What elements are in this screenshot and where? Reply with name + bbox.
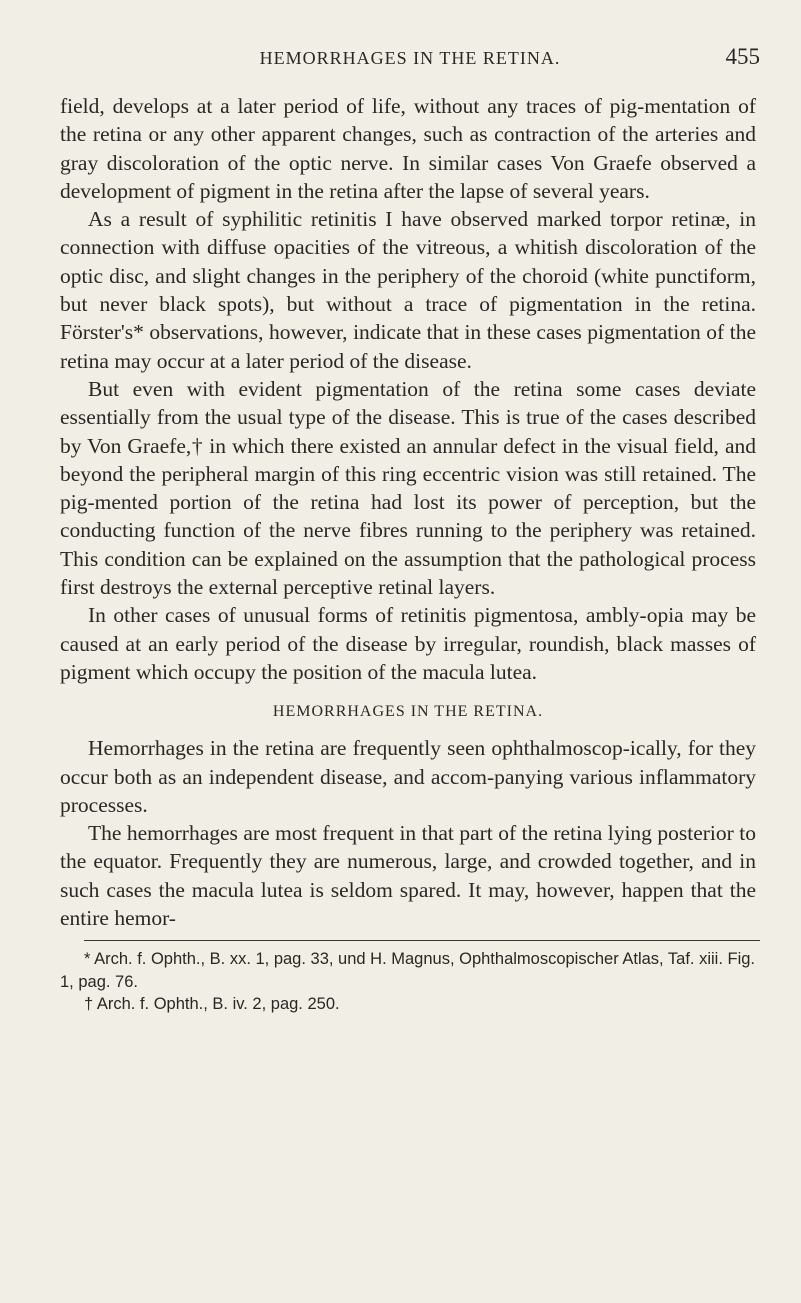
footnote: † Arch. f. Ophth., B. iv. 2, pag. 250. <box>84 995 340 1013</box>
running-head <box>60 44 760 74</box>
footnote: * Arch. f. Ophth., B. xx. 1, pag. 33, und H. Magnus, Ophthalmoscopischer Atlas, Taf. xiii. Fig. 1, pag. 76. <box>60 950 756 991</box>
body-text <box>60 92 756 932</box>
footnotes <box>60 948 756 1016</box>
footnote-divider <box>84 940 760 941</box>
page-number: 455 <box>725 44 760 69</box>
paragraph: As a result of syphilitic retinitis I have observed marked torpor retinæ, in connection with diffuse opacities of the vitreous, a whitish discoloration of the optic disc, and slight changes in the periphery of the choroid (white punctiform, but never black spots), but without a trace of pigmentation in the retina. Förster's* observations, however, indicate that in these cases pigmentation of the retina may occur at a later period of the disease. <box>60 207 756 373</box>
paragraph: But even with evident pigmentation of the retina some cases deviate essentially from the usual type of the disease. This is true of the cases described by Von Graefe,† in which there existed an annular defect in the visual field, and beyond the peripheral margin of this ring eccentric vision was still retained. The pig-mented portion of the retina had lost its power of perception, but the conducting function of the nerve fibres running to the periphery was retained. This condition can be explained on the assumption that the pathological process first destroys the external perceptive retinal layers. <box>60 376 756 600</box>
paragraph: The hemorrhages are most frequent in that part of the retina lying posterior to the equator. Frequently they are numerous, large, and crowded together, and in such cases the macula lutea is seldom spared. It may, however, happen that the entire hemor- <box>60 821 756 931</box>
paragraph: field, develops at a later period of life, without any traces of pig-mentation of the retina or any other apparent changes, such as contraction of the arteries and gray discoloration of the optic nerve. In similar cases Von Graefe observed a development of pigment in the retina after the lapse of several years. <box>60 94 756 203</box>
running-title: HEMORRHAGES IN THE RETINA. <box>259 48 561 68</box>
paragraph: In other cases of unusual forms of retinitis pigmentosa, ambly-opia may be caused at an early period of the disease by irregular, roundish, black masses of pigment which occupy the position of the macula lutea. <box>60 603 756 684</box>
section-heading: HEMORRHAGES IN THE RETINA. <box>272 703 544 721</box>
paragraph: Hemorrhages in the retina are frequently seen ophthalmoscop-ically, for they occur both as an independent disease, and accom-panying various inflammatory processes. <box>60 736 756 817</box>
